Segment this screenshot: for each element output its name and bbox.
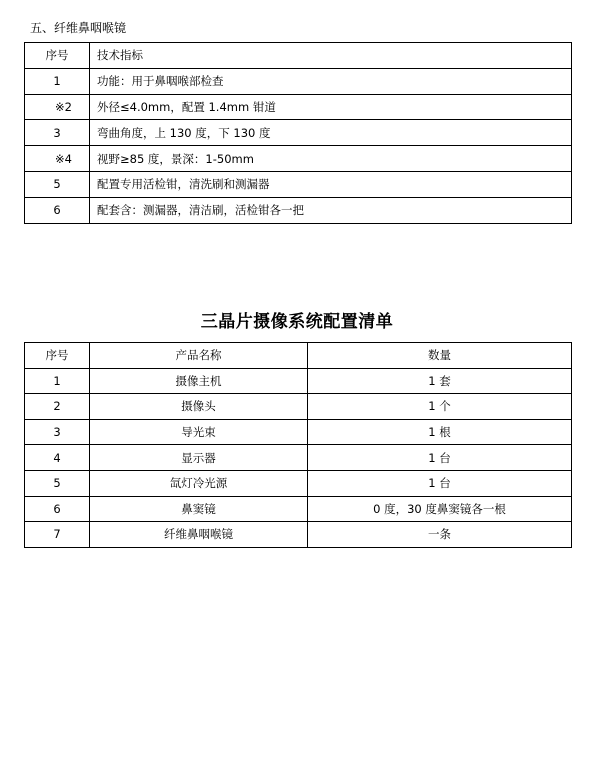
config-row-name: 导光束: [90, 419, 308, 445]
config-header-qty: 数量: [308, 343, 572, 369]
config-row-qty: 1 台: [308, 470, 572, 496]
table-row: [25, 368, 572, 394]
config-row-name: 鼻窦镜: [90, 496, 308, 522]
spec-row-no: 1: [25, 68, 90, 94]
spec-row-spec: 配置专用活检钳，清洗刷和测漏器: [90, 171, 572, 197]
table-row: [25, 394, 572, 420]
config-row-name: 显示器: [90, 445, 308, 471]
table-row: [25, 197, 572, 223]
config-row-qty: 1 套: [308, 368, 572, 394]
spec-row-spec: 功能：用于鼻咽喉部检查: [90, 68, 572, 94]
table-row: [25, 445, 572, 471]
spec-table-header-row: [25, 43, 572, 69]
config-row-no: 1: [25, 368, 90, 394]
config-row-qty: 1 台: [308, 445, 572, 471]
table-row: [25, 120, 572, 146]
config-row-qty: 1 个: [308, 394, 572, 420]
config-row-qty: 1 根: [308, 419, 572, 445]
spec-row-spec: 外径≤4.0mm，配置 1.4mm 钳道: [90, 94, 572, 120]
config-row-name: 摄像头: [90, 394, 308, 420]
spec-row-no: 3: [25, 120, 90, 146]
config-row-qty: 0 度，30 度鼻窦镜各一根: [308, 496, 572, 522]
config-row-name: 摄像主机: [90, 368, 308, 394]
spec-row-spec: 弯曲角度，上 130 度，下 130 度: [90, 120, 572, 146]
config-row-no: 5: [25, 470, 90, 496]
table-row: [25, 68, 572, 94]
spec-header-spec: 技术指标: [90, 43, 572, 69]
spec-row-no: ※4: [25, 146, 90, 172]
config-row-no: 7: [25, 522, 90, 548]
config-row-no: 3: [25, 419, 90, 445]
spec-table: [24, 42, 572, 224]
config-table: [24, 342, 572, 548]
table-row: [25, 94, 572, 120]
config-header-no: 序号: [25, 343, 90, 369]
table-row: [25, 470, 572, 496]
section-heading: 五、纤维鼻咽喉镜: [30, 21, 127, 35]
table-row: [25, 146, 572, 172]
spec-row-no: 6: [25, 197, 90, 223]
config-row-no: 2: [25, 394, 90, 420]
config-list-title: 三晶片摄像系统配置清单: [200, 312, 394, 332]
table-row: [25, 171, 572, 197]
config-row-name: 氙灯冷光源: [90, 470, 308, 496]
table-row: [25, 522, 572, 548]
spec-row-spec: 配套含：测漏器，清洁刷，活检钳各一把: [90, 197, 572, 223]
config-row-no: 4: [25, 445, 90, 471]
spec-row-no: ※2: [25, 94, 90, 120]
config-header-name: 产品名称: [90, 343, 308, 369]
spec-row-spec: 视野≥85 度，景深：1-50mm: [90, 146, 572, 172]
table-row: [25, 419, 572, 445]
config-row-qty: 一条: [308, 522, 572, 548]
config-row-name: 纤维鼻咽喉镜: [90, 522, 308, 548]
spec-row-no: 5: [25, 171, 90, 197]
config-table-header-row: [25, 343, 572, 369]
spec-header-no: 序号: [25, 43, 90, 69]
table-row: [25, 496, 572, 522]
config-row-no: 6: [25, 496, 90, 522]
